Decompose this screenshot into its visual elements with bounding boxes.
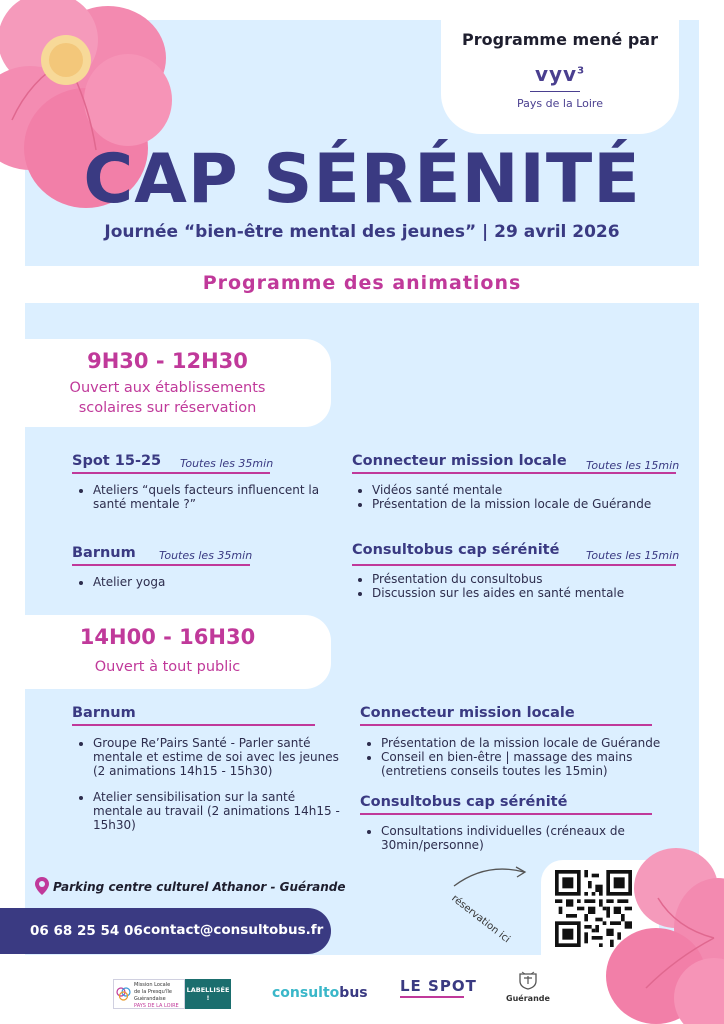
activity-item: • Ateliers “quels facteurs influencent la santé mentale ?”: [93, 483, 338, 511]
activity-item: • Présentation de la mission locale de Guérande: [381, 736, 691, 750]
vyv-logo-text: vyv: [534, 62, 578, 86]
activity-items: [73, 483, 338, 511]
page-subtitle: Journée “bien-être mental des jeunes” | 29 avril 2026: [104, 222, 620, 242]
activity-frequency: Toutes les 15min: [586, 549, 680, 562]
activity-item: • Vidéos santé mentale: [372, 483, 702, 497]
slot1-audience-line1: Ouvert aux établissements: [69, 380, 266, 396]
arrow-icon: [450, 862, 530, 892]
contact-phone[interactable]: 06 68 25 54 06: [30, 923, 143, 939]
activity-item: • Atelier yoga: [93, 575, 338, 589]
activity-title: Barnum: [72, 705, 136, 721]
activity-item: • Consultations individuelles (créneaux de 30min/personne): [381, 824, 671, 852]
slot1-time: 9H30 - 12H30: [87, 349, 248, 373]
activity-item: • Discussion sur les aides en santé mentale: [372, 586, 702, 600]
activity-item: • Conseil en bien-être | massage des mains (entretiens conseils toutes les 15min): [381, 750, 691, 778]
vyv-logo: [441, 62, 679, 86]
page-title: CAP SÉRÉNITÉ: [83, 140, 641, 219]
activity-underline: [360, 724, 652, 726]
activity-title: Spot 15-25: [72, 453, 162, 469]
slot2-time: 14H00 - 16H30: [79, 625, 256, 649]
activity-frequency: Toutes les 15min: [586, 459, 680, 472]
flower-illustration-bottom: [606, 848, 724, 1024]
activity-underline: [72, 472, 270, 474]
activity-items: [73, 736, 343, 832]
vyv-logo-super: 3: [577, 65, 586, 77]
guerande-crest-icon: [517, 970, 539, 990]
vyv-divider: [530, 91, 580, 92]
section-title: Programme des animations: [202, 272, 522, 294]
activity-title: Connecteur mission locale: [360, 705, 575, 721]
activity-items: [73, 575, 338, 589]
lespot-logo-underline: [400, 996, 464, 998]
location-pin-icon: [35, 877, 49, 895]
activity-title: Consultobus cap sérénité: [360, 794, 568, 810]
consultobus-logo-b: bus: [339, 985, 368, 1001]
activity-item: • Groupe Re’Pairs Santé - Parler santé mentale et estime de soi avec les jeunes (2 animations 14h15 - 15h30): [93, 736, 343, 778]
labellisee-text: LABELLISÉE !: [186, 986, 230, 1002]
activity-item: • Présentation de la mission locale de Guérande: [372, 497, 702, 511]
partner-region: Pays de la Loire: [517, 97, 603, 110]
mission-locale-line3: PAYS DE LA LOIRE: [134, 1003, 179, 1009]
activity-underline: [72, 564, 250, 566]
lespot-logo: [400, 977, 477, 998]
activity-underline: [72, 724, 315, 726]
mission-locale-icon: [116, 986, 132, 1002]
partner-header: Programme mené par: [462, 30, 658, 49]
activity-items: [352, 572, 702, 600]
mission-locale-logo: [113, 979, 231, 1009]
activity-frequency: Toutes les 35min: [180, 457, 274, 470]
consultobus-logo-a: consulto: [272, 985, 340, 1001]
mission-locale-line1: Mission Locale: [134, 982, 171, 988]
location-text: Parking centre culturel Athanor - Guérande: [53, 880, 346, 894]
guerande-logo: [505, 970, 551, 1003]
activity-title: Barnum: [72, 545, 136, 561]
activity-title: Connecteur mission locale: [352, 453, 567, 469]
activity-item: • Présentation du consultobus: [372, 572, 702, 586]
consultobus-logo: [272, 985, 368, 1001]
activity-underline: [352, 564, 676, 566]
activity-underline: [360, 813, 652, 815]
lespot-logo-text: LE SPOT: [400, 977, 477, 995]
activity-item: • Atelier sensibilisation sur la santé mentale au travail (2 animations 14h15 - 15h30): [93, 790, 343, 832]
activity-underline: [352, 472, 676, 474]
contact-email[interactable]: contact@consultobus.fr: [143, 922, 324, 938]
activity-items: [361, 736, 691, 778]
labellisee-badge: [185, 979, 231, 1009]
slot1-audience-line2: scolaires sur réservation: [78, 400, 257, 416]
guerande-logo-text: Guérande: [506, 994, 550, 1003]
activity-title: Consultobus cap sérénité: [352, 542, 560, 558]
mission-locale-line2: de la Presqu'île Guérandaise: [134, 989, 173, 1002]
activity-frequency: Toutes les 35min: [159, 549, 253, 562]
slot2-audience: Ouvert à tout public: [94, 659, 241, 675]
activity-items: [352, 483, 702, 511]
reservation-note: réservation ici: [449, 893, 512, 946]
